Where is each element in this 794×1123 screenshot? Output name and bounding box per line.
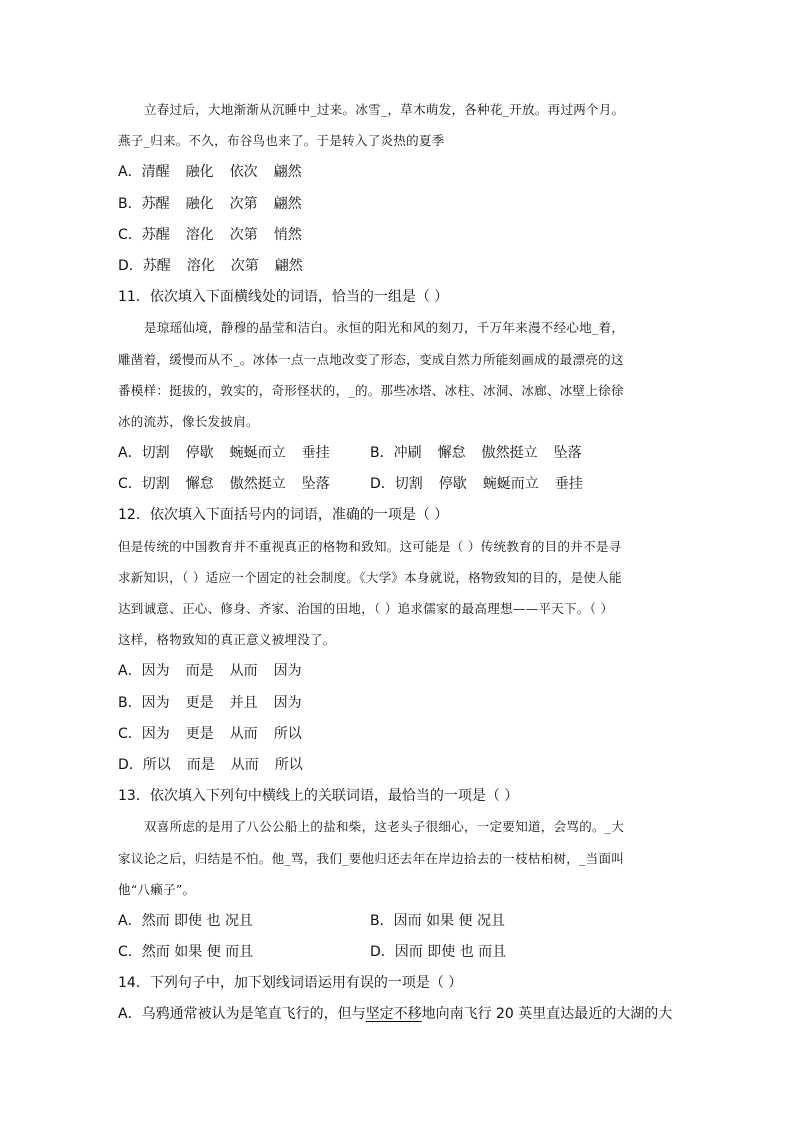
- q11-passage-line-2: 雕凿着，缓慢而从不_。冰体一点一点地改变了形态，变成自然力所能刻画成的最漂亮的这: [118, 351, 624, 367]
- q12-passage-line-4: 这样，格物致知的真正意义被埋没了。: [118, 632, 336, 648]
- q11-passage-line-1: 是琼瑶仙境，静穆的晶莹和洁白。永恒的阳光和风的刻刀，千万年来漫不经心地_着，: [144, 320, 625, 336]
- q12-stem: 12．依次填入下面括号内的词语，准确的一项是（ ）: [118, 507, 449, 524]
- q11-options-row-1: [118, 443, 680, 474]
- q10-passage-line-1: 立春过后，大地渐渐从沉睡中_过来。冰雪_，草木萌发，各种花_开放。再过两个月。: [144, 102, 625, 117]
- q11-option-d: D．切割 停歇 蜿蜒而立 垂挂: [370, 476, 583, 493]
- q11-stem: 11．依次填入下面横线处的词语，恰当的一组是（ ）: [118, 289, 449, 306]
- q13-option-a: A．然而 即使 也 况且: [118, 912, 253, 929]
- q11-option-c: C．切割 懈怠 傲然挺立 坠落: [118, 476, 330, 493]
- q12-option-a: A．因为 而是 从而 因为: [118, 663, 302, 680]
- q13-passage-line-3: 他“八癞子”。: [118, 881, 196, 897]
- q11-options-row-2: [118, 474, 680, 505]
- q11-option-b: B．冲刷 懈怠 傲然挺立 坠落: [370, 445, 582, 462]
- q14-underlined-phrase: 坚定不移: [365, 1006, 422, 1023]
- q12-option-d: D．所以 而是 从而 所以: [118, 756, 303, 773]
- q10-option-c: C．苏醒 溶化 次第 悄然: [118, 226, 302, 243]
- q10-option-d: D．苏醒 溶化 次第 翩然: [118, 257, 303, 274]
- q12-passage-line-2: 求新知识，（ ）适应一个固定的社会制度。《大学》本身就说，格物致知的目的，是使人能: [118, 569, 622, 585]
- q13-stem: 13．依次填入下列句中横线上的关联词语，最恰当的一项是（ ）: [118, 788, 519, 805]
- q12-option-b: B．因为 更是 并且 因为: [118, 694, 302, 711]
- q10-option-a: A．清醒 融化 依次 翩然: [118, 164, 302, 181]
- q12-passage-line-1: 但是传统的中国教育并不重视真正的格物和致知。这可能是（ ）传统教育的目的并不是寻: [118, 538, 622, 554]
- q13-option-b: B．因而 如果 便 况且: [370, 912, 505, 929]
- q14-option-a: A．乌鸦通常被认为是笔直飞行的，但与坚定不移地向南飞行 20 英里直达最近的大湖的大: [118, 1006, 673, 1023]
- q10-option-b: B．苏醒 融化 次第 翩然: [118, 195, 302, 212]
- q13-options-row-2: [118, 942, 680, 973]
- q10-passage-line-2: 燕子_归来。不久，布谷鸟也来了。于是转入了炎热的夏季: [118, 133, 445, 149]
- q14-stem: 14．下列句子中，加下划线词语运用有误的一项是（ ）: [118, 975, 463, 992]
- q11-passage-line-4: 冰的流苏，像长发披肩。: [118, 413, 259, 429]
- q13-option-d: D．因而 即使 也 而且: [370, 944, 507, 961]
- q13-passage-line-2: 家议论之后，归结是不怕。他_骂，我们_要他归还去年在岸边拾去的一枝枯桕树，_当面叫: [118, 850, 625, 866]
- q13-options-row-1: [118, 911, 680, 942]
- q12-option-c: C．因为 更是 从而 所以: [118, 725, 302, 742]
- q13-passage-line-1: 双喜所虑的是用了八公公船上的盐和柴，这老头子很细心，一定要知道，会骂的。_大: [144, 819, 625, 835]
- q12-passage-line-3: 达到诚意、正心、修身、齐家、治国的田地，（ ）追求儒家的最高理想——平天下。（ ）: [118, 601, 614, 616]
- q11-passage-line-3: 番模样：挺拔的，敦实的，奇形怪状的，_的。那些冰塔、冰柱、冰洞、冰廊、冰壁上徐徐: [118, 382, 624, 398]
- q13-option-c: C．然而 如果 便 而且: [118, 944, 254, 961]
- question-content: [118, 100, 680, 1036]
- q11-option-a: A．切割 停歇 蜿蜒而立 垂挂: [118, 445, 330, 462]
